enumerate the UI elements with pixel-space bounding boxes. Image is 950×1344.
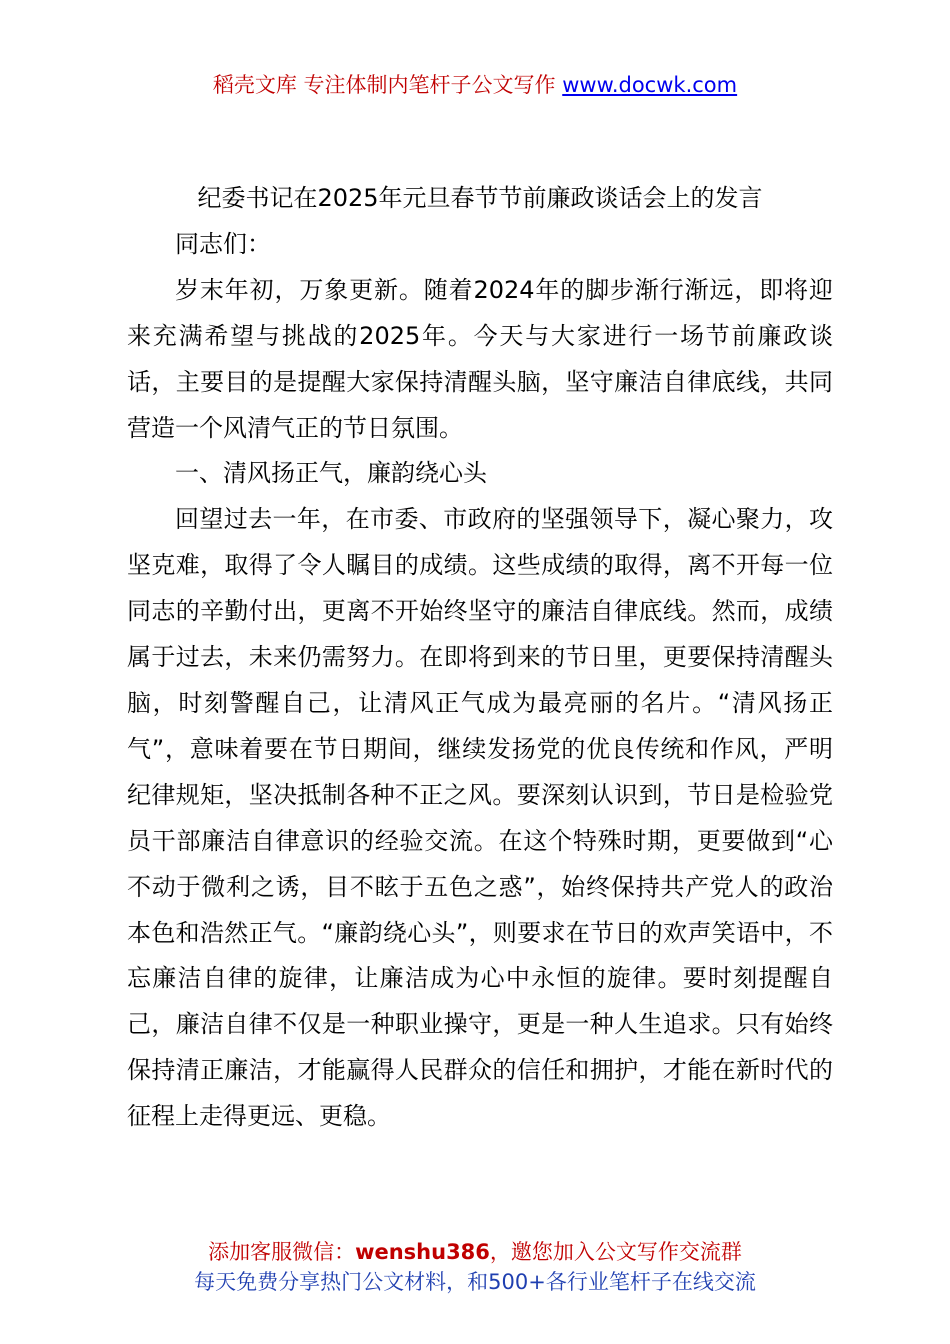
- document-body: [127, 176, 833, 1140]
- footer-wechat-suffix: ，邀您加入公文写作交流群: [489, 1240, 742, 1264]
- page-header: [0, 70, 950, 100]
- paragraph-intro: 岁末年初，万象更新。随着2024年的脚步渐行渐远，即将迎来充满希望与挑战的2025年。今天与大家进行一场节前廉政谈话，主要目的是提醒大家保持清醒头脑，坚守廉洁自律底线，共同营造一个风清气正的节日氛围。: [127, 275, 833, 442]
- footer-wechat-id: wenshu386: [355, 1240, 490, 1264]
- header-website-link[interactable]: www.docwk.com: [562, 73, 738, 97]
- header-brand-text: 稻壳文库 专注体制内笔杆子公文写作: [212, 73, 563, 97]
- paragraph-section-1: 回望过去一年，在市委、市政府的坚强领导下，凝心聚力，攻坚克难，取得了令人瞩目的成绩。这些成绩的取得，离不开每一位同志的辛勤付出，更离不开始终坚守的廉洁自律底线。然而，成绩属于过去，未来仍需努力。在即将到来的节日里，更要保持清醒头脑，时刻警醒自己，让清风正气成为最亮丽的名片。“清风扬正气”，意味着要在节日期间，继续发扬党的优良传统和作风，严明纪律规矩，坚决抵制各种不正之风。要深刻认识到，节日是检验党员干部廉洁自律意识的经验交流。在这个特殊时期，更要做到“心不动于微利之诱，目不眩于五色之惑”，始终保持共产党人的政治本色和浩然正气。“廉韵绕心头”，则要求在节日的欢声笑语中，不忘廉洁自律的旋律，让廉洁成为心中永恒的旋律。要时刻提醒自己，廉洁自律不仅是一种职业操守，更是一种人生追求。只有始终保持清正廉洁，才能赢得人民群众的信任和拥护，才能在新时代的征程上走得更远、更稳。: [127, 505, 833, 1131]
- page-footer: [0, 1237, 950, 1297]
- document-title: 纪委书记在2025年元旦春节节前廉政谈话会上的发言: [197, 184, 763, 212]
- footer-wechat-prefix: 添加客服微信：: [208, 1240, 356, 1264]
- salutation: 同志们：: [175, 229, 271, 258]
- footer-line-2: 每天免费分享热门公文材料，和500+各行业笔杆子在线交流: [194, 1270, 756, 1294]
- section-heading-1: 一、清风扬正气，廉韵绕心头: [175, 459, 487, 488]
- footer-line-1: [0, 1237, 950, 1267]
